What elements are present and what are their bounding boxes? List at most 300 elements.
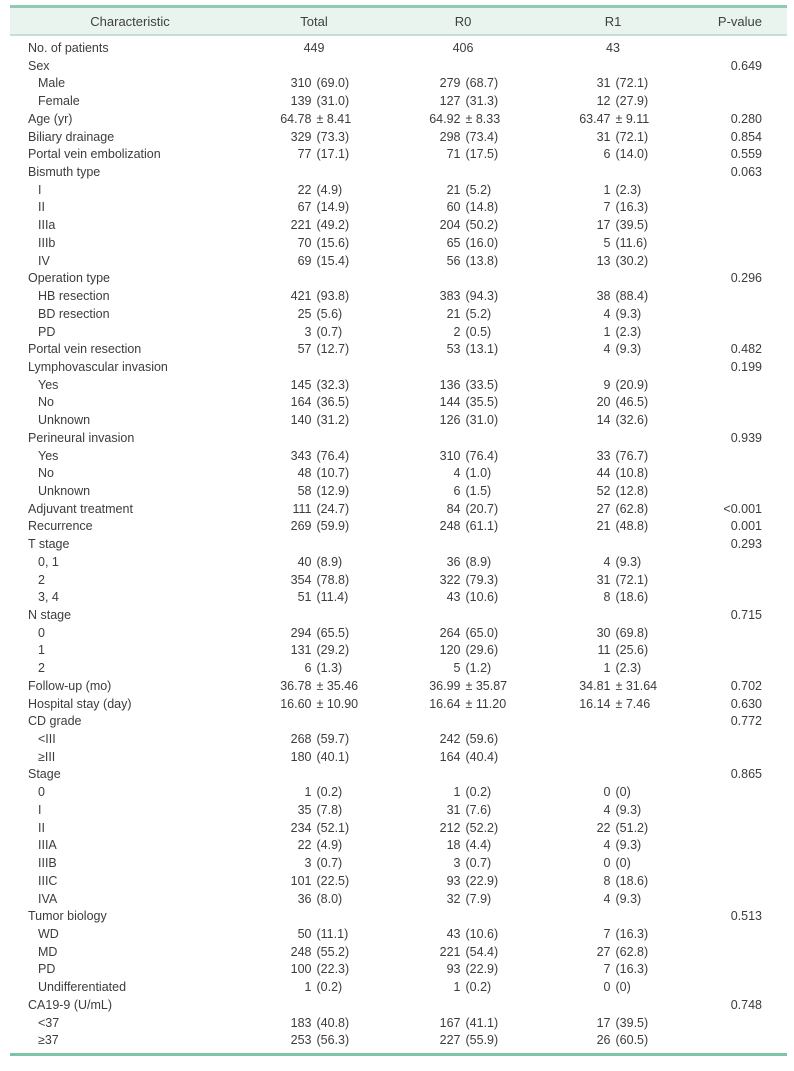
- value-count: 101: [290, 873, 312, 888]
- cell-characteristic: IVA: [38, 891, 58, 906]
- cell-r0: [388, 625, 538, 643]
- cell-total: [240, 873, 388, 891]
- cell-pvalue: [688, 802, 762, 820]
- value-detail: (27.9): [615, 94, 649, 109]
- value-detail: (7.8): [316, 802, 343, 817]
- cell-pvalue: 0.865: [730, 767, 762, 782]
- cell-r0: [388, 217, 538, 235]
- value-detail: (76.7): [615, 448, 649, 463]
- table-row: [20, 572, 762, 590]
- cell-characteristic: HB resection: [38, 289, 110, 304]
- value-detail: (32.6): [615, 413, 649, 428]
- value-detail: (41.1): [465, 1015, 499, 1030]
- value-detail: (14.8): [465, 200, 499, 215]
- value-detail: (16.0): [465, 235, 499, 250]
- cell-total: [240, 129, 388, 147]
- cell-r1: [538, 696, 688, 714]
- cell-pvalue: [688, 288, 762, 306]
- value-detail: (0.2): [465, 785, 492, 800]
- cell-total: [240, 891, 388, 909]
- cell-pvalue: 0.772: [730, 714, 762, 729]
- cell-pvalue: [688, 837, 762, 855]
- cell-r1: [538, 448, 688, 466]
- cell-r1: [538, 820, 688, 838]
- table-bottom-rule: [10, 1053, 787, 1056]
- value-detail: (29.6): [465, 643, 499, 658]
- cell-pvalue: [688, 784, 762, 802]
- value-count: 227: [439, 1033, 461, 1048]
- table-row: [20, 448, 762, 466]
- table-row: [20, 412, 762, 430]
- cell-total: [240, 837, 388, 855]
- value-detail: (5.2): [465, 306, 492, 321]
- value-count: 50: [297, 926, 312, 941]
- cell-pvalue: 0.559: [730, 147, 762, 162]
- value-count: 136: [439, 377, 461, 392]
- value-detail: (11.4): [316, 590, 349, 605]
- table-row: [20, 518, 762, 536]
- value-detail: (39.5): [615, 1015, 649, 1030]
- cell-r0: [388, 536, 538, 554]
- value-count: 7: [603, 926, 611, 941]
- cell-characteristic: 2: [38, 661, 45, 676]
- value-detail: (22.9): [465, 962, 499, 977]
- cell-r1: [538, 270, 688, 288]
- value-detail: (13.8): [465, 253, 499, 268]
- value-detail: (9.3): [615, 802, 642, 817]
- value-detail: (88.4): [615, 289, 649, 304]
- cell-r0: 406: [452, 41, 474, 55]
- cell-pvalue: [688, 979, 762, 997]
- value-detail: (56.3): [316, 1033, 350, 1048]
- value-detail: (1.5): [465, 483, 492, 498]
- cell-total: [240, 642, 388, 660]
- value-detail: (16.3): [615, 926, 649, 941]
- table-row: [20, 164, 762, 182]
- cell-characteristic: Sex: [28, 58, 50, 73]
- value-count: 140: [290, 413, 312, 428]
- value-count: 164: [290, 395, 312, 410]
- value-count: 0: [603, 980, 611, 995]
- cell-total: [240, 146, 388, 164]
- value-count: 36.78: [280, 678, 312, 693]
- value-count: 383: [439, 289, 461, 304]
- cell-r1: [538, 1032, 688, 1050]
- cell-total: [240, 944, 388, 962]
- value-detail: (73.4): [465, 129, 499, 144]
- value-detail: ± 11.20: [465, 696, 507, 711]
- cell-pvalue: [688, 589, 762, 607]
- cell-r1: [538, 501, 688, 519]
- cell-characteristic: IIIB: [38, 856, 57, 871]
- cell-characteristic: II: [38, 820, 45, 835]
- value-count: 0: [603, 785, 611, 800]
- value-count: 57: [297, 342, 312, 357]
- value-detail: ± 9.11: [615, 111, 650, 126]
- cell-r0: [388, 164, 538, 182]
- cell-total: [240, 58, 388, 76]
- value-detail: (55.2): [316, 944, 350, 959]
- cell-r1: [538, 749, 688, 767]
- cell-pvalue: [688, 483, 762, 501]
- cell-pvalue: 0.293: [730, 537, 762, 552]
- cell-characteristic: Female: [38, 94, 80, 109]
- value-count: 221: [290, 218, 312, 233]
- cell-r1: [538, 465, 688, 483]
- value-detail: (2.3): [615, 182, 642, 197]
- cell-pvalue: [688, 253, 762, 271]
- value-detail: (15.6): [316, 235, 350, 250]
- table-row: [20, 306, 762, 324]
- cell-characteristic: IIIA: [38, 838, 57, 853]
- table-row: [20, 129, 762, 147]
- value-count: 21: [596, 519, 611, 534]
- value-detail: ± 8.41: [316, 111, 352, 126]
- value-detail: (10.8): [615, 466, 649, 481]
- value-count: 221: [439, 944, 461, 959]
- value-count: 21: [446, 182, 461, 197]
- cell-characteristic: Stage: [28, 767, 61, 782]
- value-count: 120: [439, 643, 461, 658]
- value-detail: (49.2): [316, 218, 350, 233]
- value-detail: (59.9): [316, 519, 350, 534]
- value-detail: (9.3): [615, 306, 642, 321]
- cell-characteristic: Follow-up (mo): [28, 678, 112, 693]
- cell-characteristic: Recurrence: [28, 519, 93, 534]
- value-count: 27: [596, 501, 611, 516]
- value-detail: (5.6): [316, 306, 343, 321]
- cell-total: [240, 997, 388, 1015]
- cell-r1: [538, 802, 688, 820]
- value-detail: (9.3): [615, 554, 642, 569]
- cell-pvalue: [688, 235, 762, 253]
- cell-r1: [538, 766, 688, 784]
- value-count: 17: [596, 218, 611, 233]
- cell-total: [240, 182, 388, 200]
- cell-r0: [388, 855, 538, 873]
- cell-total: [240, 749, 388, 767]
- cell-r1: [538, 306, 688, 324]
- cell-characteristic: IIIb: [38, 235, 56, 250]
- value-count: 329: [290, 129, 312, 144]
- cell-r1: [538, 837, 688, 855]
- table-row: [20, 1015, 762, 1033]
- cell-pvalue: [688, 93, 762, 111]
- value-count: 4: [603, 306, 611, 321]
- value-detail: (0): [615, 856, 631, 871]
- cell-r1: [538, 607, 688, 625]
- column-header-r0: R0: [454, 14, 472, 29]
- value-count: 1: [453, 785, 461, 800]
- characteristics-table: [10, 5, 787, 1056]
- cell-characteristic: Male: [38, 76, 66, 91]
- value-count: 1: [304, 785, 312, 800]
- cell-r0: [388, 784, 538, 802]
- cell-characteristic: Portal vein embolization: [28, 147, 161, 162]
- cell-pvalue: [688, 394, 762, 412]
- cell-characteristic: 1: [38, 643, 45, 658]
- table-row: [20, 359, 762, 377]
- value-detail: (0.2): [316, 785, 343, 800]
- value-detail: (65.5): [316, 625, 350, 640]
- cell-characteristic: 0, 1: [38, 554, 59, 569]
- value-count: 1: [304, 980, 312, 995]
- cell-pvalue: [688, 75, 762, 93]
- value-detail: (12.8): [615, 483, 649, 498]
- value-detail: (16.3): [615, 200, 649, 215]
- value-count: 43: [446, 590, 461, 605]
- value-detail: (40.1): [316, 749, 350, 764]
- value-count: 5: [603, 235, 611, 250]
- cell-r0: [388, 908, 538, 926]
- cell-r0: [388, 58, 538, 76]
- value-count: 11: [597, 643, 611, 658]
- cell-total: [240, 731, 388, 749]
- cell-characteristic: 0: [38, 785, 45, 800]
- value-count: 58: [297, 483, 312, 498]
- value-count: 31: [446, 802, 461, 817]
- value-count: 26: [596, 1033, 611, 1048]
- cell-r0: [388, 802, 538, 820]
- value-count: 21: [446, 306, 461, 321]
- cell-r0: [388, 837, 538, 855]
- value-detail: (52.2): [465, 820, 499, 835]
- value-count: 3: [304, 324, 312, 339]
- cell-total: [240, 678, 388, 696]
- value-count: 8: [603, 590, 611, 605]
- cell-characteristic: IV: [38, 253, 50, 268]
- cell-pvalue: 0.702: [730, 678, 762, 693]
- cell-total: [240, 855, 388, 873]
- cell-r1: [538, 926, 688, 944]
- cell-r1: [538, 944, 688, 962]
- value-count: 34.81: [579, 678, 611, 693]
- cell-total: [240, 270, 388, 288]
- cell-characteristic: Unknown: [38, 413, 91, 428]
- value-detail: (0.7): [316, 324, 343, 339]
- table-row: [20, 589, 762, 607]
- cell-pvalue: [688, 625, 762, 643]
- table-row: [20, 625, 762, 643]
- value-detail: (0): [615, 785, 631, 800]
- table-row: [20, 766, 762, 784]
- value-count: 6: [603, 147, 611, 162]
- cell-pvalue: [688, 749, 762, 767]
- cell-r1: [538, 713, 688, 731]
- cell-pvalue: 0.001: [730, 519, 762, 534]
- cell-r1: [538, 625, 688, 643]
- value-count: 12: [596, 94, 611, 109]
- table-row: [20, 926, 762, 944]
- value-count: 31: [596, 76, 611, 91]
- cell-r1: [538, 908, 688, 926]
- value-count: 242: [439, 732, 461, 747]
- cell-total: [240, 93, 388, 111]
- value-detail: (51.2): [615, 820, 649, 835]
- cell-total: [240, 696, 388, 714]
- value-detail: (20.9): [615, 377, 649, 392]
- cell-characteristic: CA19-9 (U/mL): [28, 997, 113, 1012]
- cell-characteristic: 0: [38, 625, 45, 640]
- value-detail: (8.9): [465, 554, 492, 569]
- value-detail: (29.2): [316, 643, 350, 658]
- cell-total: [240, 75, 388, 93]
- cell-pvalue: [688, 182, 762, 200]
- value-detail: (36.5): [316, 395, 350, 410]
- value-detail: (20.7): [465, 501, 499, 516]
- cell-r0: [388, 412, 538, 430]
- value-detail: (72.1): [615, 76, 649, 91]
- cell-characteristic: Unknown: [38, 483, 91, 498]
- cell-r0: [388, 288, 538, 306]
- cell-r0: [388, 589, 538, 607]
- value-detail: (1.0): [465, 466, 492, 481]
- cell-r0: [388, 448, 538, 466]
- value-count: 253: [290, 1033, 312, 1048]
- value-count: 38: [596, 289, 611, 304]
- value-count: 310: [290, 76, 312, 91]
- value-detail: (9.3): [615, 342, 642, 357]
- value-detail: (40.8): [316, 1015, 350, 1030]
- cell-characteristic: Hospital stay (day): [28, 696, 132, 711]
- value-count: 164: [439, 749, 461, 764]
- table-row: [20, 111, 762, 129]
- value-count: 6: [453, 483, 461, 498]
- cell-characteristic: Yes: [38, 377, 59, 392]
- value-detail: (14.9): [316, 200, 350, 215]
- value-count: 53: [446, 342, 461, 357]
- cell-r0: [388, 129, 538, 147]
- cell-total: [240, 554, 388, 572]
- cell-total: [240, 713, 388, 731]
- cell-pvalue: [688, 926, 762, 944]
- table-row: [20, 820, 762, 838]
- value-detail: (4.4): [465, 838, 492, 853]
- value-count: 22: [297, 838, 312, 853]
- value-detail: (76.4): [465, 448, 499, 463]
- cell-total: [240, 164, 388, 182]
- cell-r1: [538, 341, 688, 359]
- value-detail: (17.1): [316, 147, 350, 162]
- value-count: 35: [297, 802, 312, 817]
- cell-r1: [538, 164, 688, 182]
- table-row: [20, 377, 762, 395]
- cell-r0: [388, 430, 538, 448]
- cell-r1: [538, 146, 688, 164]
- cell-pvalue: [688, 731, 762, 749]
- cell-total: [240, 430, 388, 448]
- value-count: 298: [439, 129, 461, 144]
- cell-total: [240, 607, 388, 625]
- cell-total: [240, 199, 388, 217]
- table-row: [20, 93, 762, 111]
- value-count: 4: [603, 554, 611, 569]
- value-detail: (10.6): [465, 926, 499, 941]
- value-detail: (62.8): [615, 944, 649, 959]
- cell-pvalue: [688, 554, 762, 572]
- cell-characteristic: N stage: [28, 608, 72, 622]
- cell-r0: [388, 199, 538, 217]
- table-row: [20, 696, 762, 714]
- cell-r1: [538, 359, 688, 377]
- cell-total: [240, 979, 388, 997]
- cell-r0: [388, 306, 538, 324]
- table-row: [20, 997, 762, 1015]
- cell-r1: [538, 412, 688, 430]
- value-detail: (11.6): [615, 235, 648, 250]
- value-count: 64.78: [280, 111, 312, 126]
- cell-total: [240, 501, 388, 519]
- cell-r0: [388, 696, 538, 714]
- value-count: 71: [446, 147, 461, 162]
- value-detail: (0.2): [316, 980, 343, 995]
- cell-characteristic: ≥III: [38, 749, 56, 764]
- cell-r1: [538, 1015, 688, 1033]
- value-count: 14: [596, 413, 611, 428]
- cell-characteristic: II: [38, 200, 45, 215]
- cell-pvalue: 0.280: [730, 111, 762, 126]
- value-count: 52: [596, 483, 611, 498]
- table-row: [20, 802, 762, 820]
- value-detail: (94.3): [465, 289, 499, 304]
- table-row: [20, 199, 762, 217]
- value-count: 56: [446, 253, 461, 268]
- table-row: [20, 784, 762, 802]
- value-count: 36: [297, 891, 312, 906]
- column-header-pvalue: P-value: [717, 14, 762, 29]
- value-count: 279: [439, 76, 461, 91]
- value-detail: (22.5): [316, 873, 350, 888]
- value-count: 17: [596, 1015, 611, 1030]
- table-row: [20, 944, 762, 962]
- cell-r0: [388, 979, 538, 997]
- cell-pvalue: [688, 855, 762, 873]
- cell-pvalue: [688, 572, 762, 590]
- cell-r1: [538, 961, 688, 979]
- value-detail: (52.1): [316, 820, 350, 835]
- cell-pvalue: [688, 306, 762, 324]
- cell-r0: [388, 1015, 538, 1033]
- cell-total: [240, 253, 388, 271]
- value-detail: (0): [615, 980, 631, 995]
- cell-characteristic: T stage: [28, 537, 70, 552]
- value-detail: ± 7.46: [615, 696, 651, 711]
- cell-total: [240, 359, 388, 377]
- cell-characteristic: 3, 4: [38, 590, 59, 605]
- value-count: 127: [439, 94, 461, 109]
- value-count: 27: [596, 944, 611, 959]
- value-count: 22: [297, 182, 312, 197]
- value-count: 20: [596, 395, 611, 410]
- value-detail: (59.7): [316, 732, 350, 747]
- cell-r1: [538, 430, 688, 448]
- cell-r1: [538, 642, 688, 660]
- cell-r0: [388, 341, 538, 359]
- cell-pvalue: [688, 377, 762, 395]
- value-detail: ± 31.64: [615, 678, 658, 693]
- cell-total: [240, 802, 388, 820]
- value-detail: (9.3): [615, 891, 642, 906]
- value-detail: (8.9): [316, 554, 343, 569]
- value-detail: (78.8): [316, 572, 350, 587]
- cell-total: [240, 341, 388, 359]
- value-count: 1: [603, 661, 611, 676]
- value-detail: (31.0): [316, 94, 350, 109]
- value-count: 67: [297, 200, 312, 215]
- cell-r1: [538, 660, 688, 678]
- value-detail: (16.3): [615, 962, 649, 977]
- table-row: [20, 217, 762, 235]
